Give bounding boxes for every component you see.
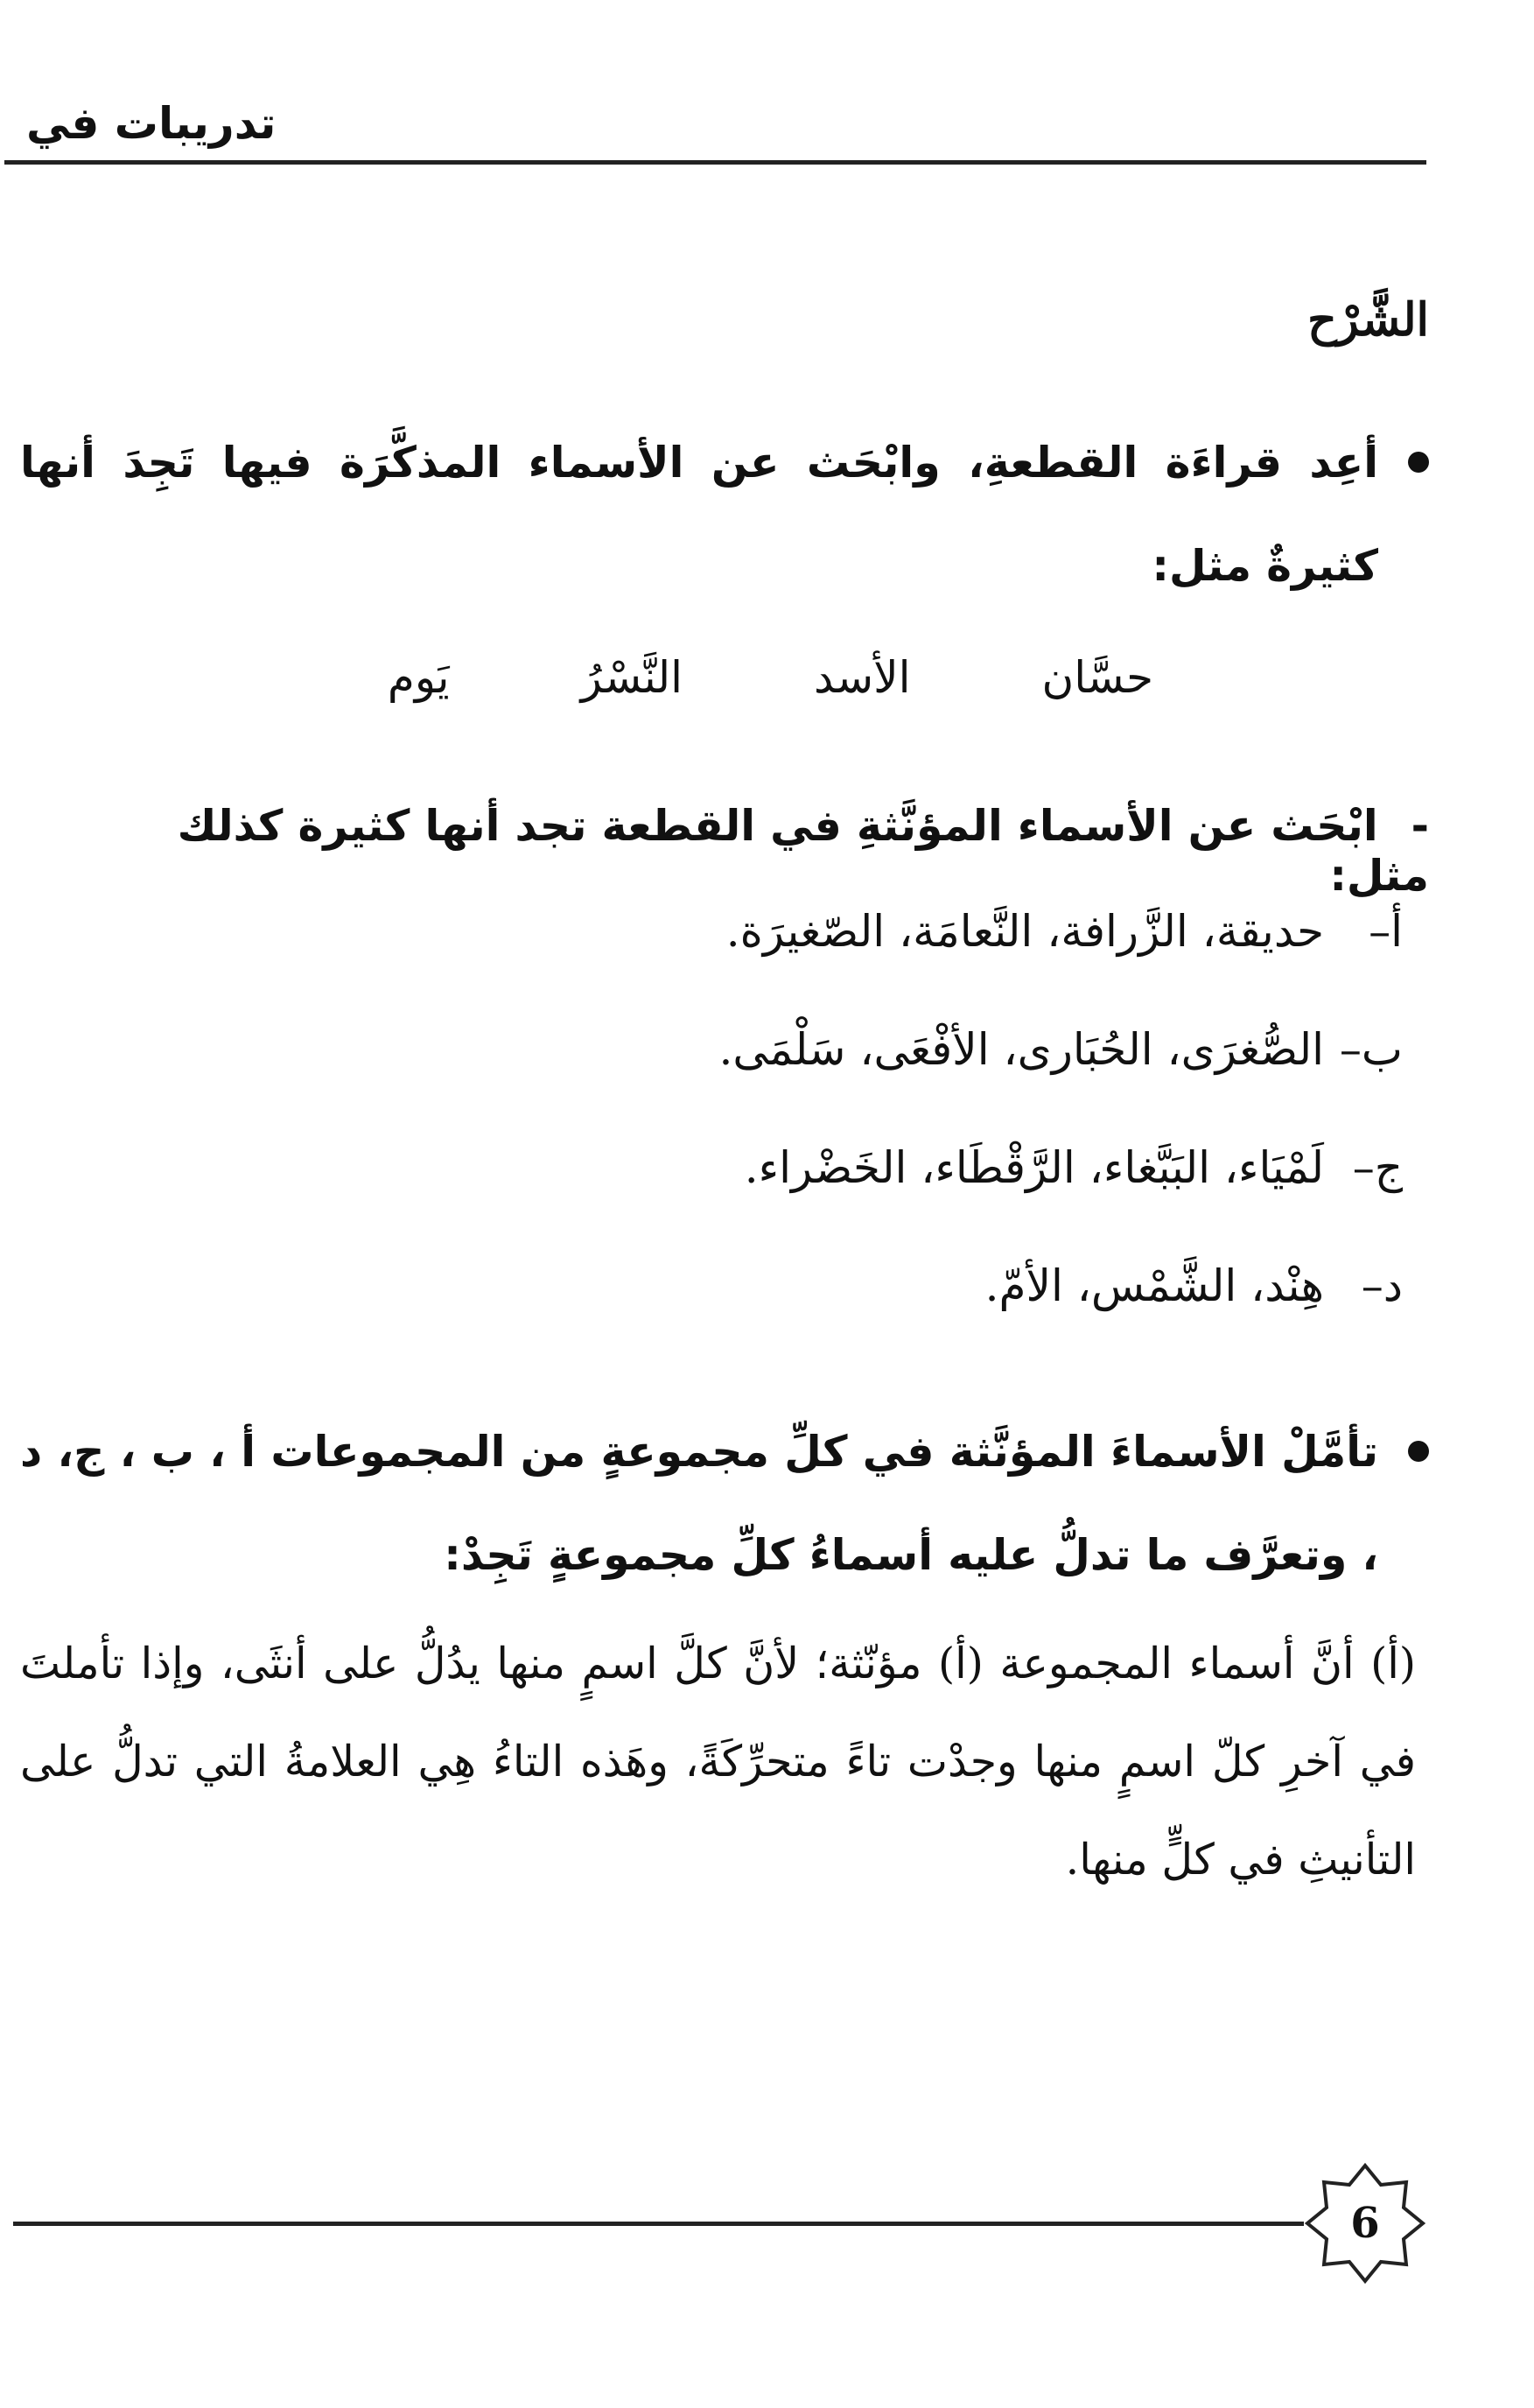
dash-marker: - <box>1411 801 1429 851</box>
running-header-title: تدريبات في <box>26 98 277 149</box>
feminine-groups-list <box>265 906 1403 1379</box>
bullet-paragraph-2 <box>20 1401 1429 1607</box>
masculine-examples-row <box>388 652 1153 703</box>
list-item <box>265 906 1403 1024</box>
bullet-paragraph-1-text: أعِد قراءَة القطعةِ، وابْحَث عن الأسماء المذكَّرَة فيها تَجِدَ أنها كثيرةٌ مثل: <box>20 438 1378 591</box>
dash-paragraph-text: ابْحَث عن الأسماء المؤنَّثةِ في القطعة تجد أنها كثيرة كذلك مثل: <box>177 801 1429 901</box>
example-word: يَوم <box>387 652 450 703</box>
bullet-dot-icon <box>1408 452 1429 473</box>
list-item-text: حديقة، الزَّرافة، النَّعامَة، الصّغيرَة. <box>725 906 1324 957</box>
list-item-letter: د– <box>1361 1260 1403 1311</box>
section-title: الشَّرْح <box>1307 293 1429 347</box>
bullet-dot-icon <box>1408 1441 1429 1462</box>
example-word: حسَّان <box>1041 652 1153 703</box>
list-item <box>265 1024 1403 1142</box>
example-word: الأسد <box>813 652 911 703</box>
list-item-text: لَمْيَاء، البَبَّغاء، الرَّقْطَاء، الخَضْراء. <box>744 1142 1324 1193</box>
bullet-paragraph-1 <box>20 411 1429 618</box>
page-number-badge <box>1304 2162 1426 2285</box>
dash-paragraph <box>64 801 1429 901</box>
footer-divider <box>13 2222 1304 2226</box>
list-item <box>265 1260 1403 1379</box>
list-item-letter: ب– <box>1339 1024 1403 1075</box>
list-item-letter: ج– <box>1352 1142 1403 1193</box>
list-item <box>265 1142 1403 1260</box>
header-divider <box>4 160 1426 165</box>
bullet-paragraph-2-text: تأمَّلْ الأسماءَ المؤنَّثة في كلِّ مجموعةٍ من المجموعات أ ، ب ، ج، د ، وتعرَّف ما تدلُّ عليه أسماءُ كلِّ مجموعةٍ تَجِدْ: <box>20 1427 1378 1580</box>
list-item-text: هِنْد، الشَّمْس، الأمّ. <box>984 1260 1324 1311</box>
example-word: النَّسْرُ <box>580 652 683 703</box>
list-item-letter: أ– <box>1369 906 1403 957</box>
explanation-paragraph: (أ) أنَّ أسماء المجموعة (أ) مؤنّثة؛ لأنَّ كلَّ اسمٍ منها يدُلُّ على أنثَى، وإذا تأملتَ في آخرِ كلّ اسمٍ منها وجدْت تاءً متحرِّكَةً، وهَذه التاءُ هِي العلامةُ التي تدلُّ على التأنيثِ في كلٍّ منها. <box>20 1639 1416 1885</box>
page-number: 6 <box>1350 2199 1380 2248</box>
list-item-text: الصُّغرَى، الحُبَارى، الأفْعَى، سَلْمَى. <box>718 1024 1324 1075</box>
